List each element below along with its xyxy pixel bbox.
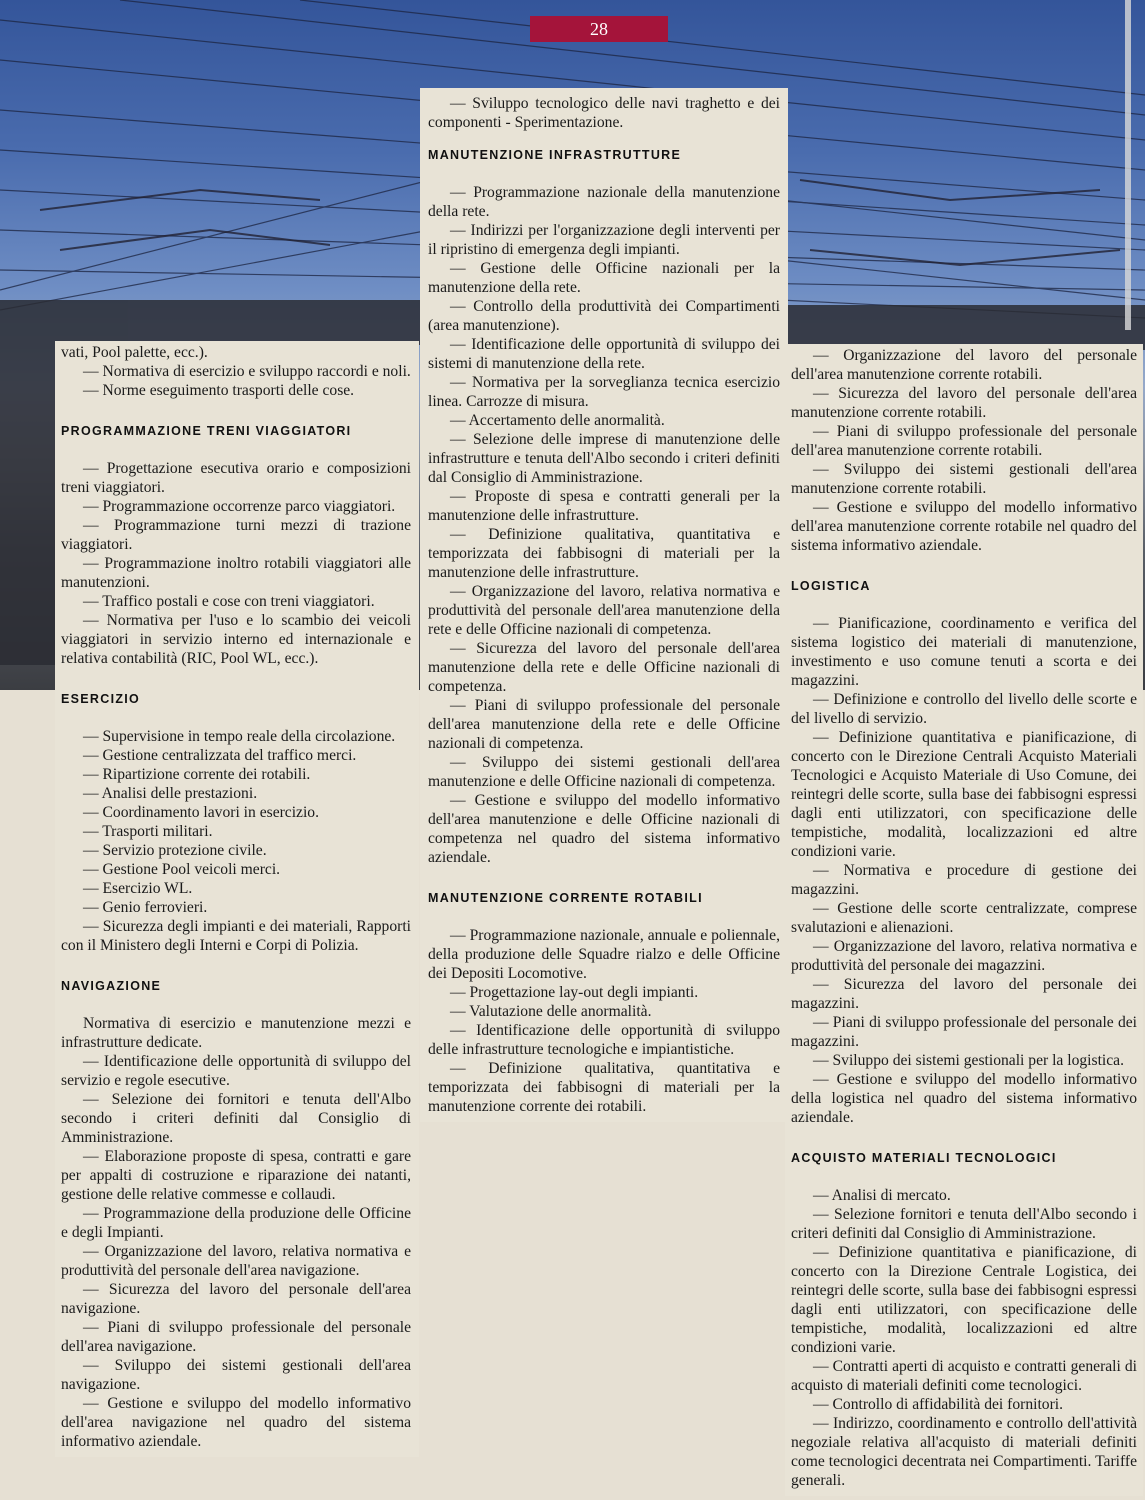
paragraph: — Norme eseguimento trasporti delle cose. [83,382,355,399]
paragraph: — Gestione e sviluppo del modello informativo della logistica nel quadro del sistema informativo aziendale. [791,1071,1137,1126]
paragraph: — Genio ferrovieri. [83,899,208,916]
paragraph: — Gestione e sviluppo del modello informativo dell'area manutenzione e delle Officine nazionali di competenza nel quadro del sistema informativo aziendale. [428,792,780,866]
paragraph: — Organizzazione del lavoro, relativa normativa e produttività del personale dell'area navigazione. [61,1243,411,1279]
paragraph: — Contratti aperti di acquisto e contratti generali di acquisto di materiali definiti come tecnologici. [791,1358,1137,1394]
paragraph: — Gestione delle scorte centralizzate, comprese svalutazioni e alienazioni. [791,900,1137,936]
paragraph: — Selezione dei fornitori e tenuta dell'Albo secondo i criteri definiti dal Consiglio di Amministrazione. [61,1091,411,1146]
paragraph: — Sicurezza del lavoro del personale dell'area manutenzione corrente rotabili. [791,385,1137,421]
paragraph: — Esercizio WL. [83,880,193,897]
section-heading-manutenzione-corrente-rotabili: MANUTENZIONE CORRENTE ROTABILI [428,891,703,905]
paragraph: — Piani di sviluppo professionale del personale dell'area navigazione. [61,1319,411,1355]
paragraph: — Progettazione lay-out degli impianti. [450,984,699,1001]
paragraph: — Analisi delle prestazioni. [83,785,258,802]
paragraph: — Progettazione esecutiva orario e composizioni treni viaggiatori. [61,460,411,496]
paragraph: — Traffico postali e cose con treni viaggiatori. [83,593,375,610]
section-heading-esercizio: ESERCIZIO [61,692,141,706]
paragraph: — Sicurezza del lavoro del personale dei magazzini. [791,976,1137,1012]
paragraph: — Definizione qualitativa, quantitativa e temporizzata dei fabbisogni di materiali per la manutenzione delle infrastrutture. [428,526,780,581]
paragraph: — Sviluppo dei sistemi gestionali per la logistica. [813,1052,1124,1069]
paragraph: — Programmazione occorrenze parco viaggiatori. [83,498,396,515]
paragraph: — Sicurezza del lavoro del personale dell'area manutenzione della rete e delle Officine nazionali di competenza. [428,640,780,695]
paragraph: — Organizzazione del lavoro del personale dell'area manutenzione corrente rotabili. [791,347,1137,383]
paragraph: — Indirizzi per l'organizzazione degli interventi per il ripristino di emergenza degli impianti. [428,222,780,258]
paragraph: — Normativa per la sorveglianza tecnica esercizio linea. Carrozze di misura. [428,374,780,410]
paragraph: — Normativa e procedure di gestione dei magazzini. [791,862,1137,898]
paragraph: — Organizzazione del lavoro, relativa normativa e produttività del personale dell'area manutenzione della rete e delle Officine nazionali di competenza. [428,583,780,638]
paragraph: — Piani di sviluppo professionale del personale dell'area manutenzione corrente rotabili. [791,423,1137,459]
paragraph: — Definizione qualitativa, quantitativa e temporizzata dei fabbisogni di materiali per la manutenzione corrente dei rotabili. [428,1060,780,1115]
paragraph: — Trasporti militari. [83,823,213,840]
paragraph: vati, Pool palette, ecc.). [61,344,208,361]
paragraph: — Identificazione delle opportunità di sviluppo delle infrastrutture tecnologiche e impiantistiche. [428,1022,780,1058]
paragraph: — Programmazione nazionale, annuale e poliennale, della produzione delle Squadre rialzo e delle Officine dei Depositi Locomotive. [428,927,780,982]
right-column [785,344,1143,1496]
left-column [55,341,419,1457]
paragraph: — Definizione e controllo del livello delle scorte e del livello di servizio. [791,691,1137,727]
paragraph: — Gestione e sviluppo del modello informativo dell'area navigazione nel quadro del sistema informativo aziendale. [61,1395,411,1450]
paragraph: — Analisi di mercato. [813,1187,951,1204]
section-heading-programmazione-treni-viaggiatori: PROGRAMMAZIONE TRENI VIAGGIATORI [61,424,352,438]
paragraph: — Indirizzo, coordinamento e controllo dell'attività negoziale relativa all'acquisto di materiali definiti come tecnologici decentrata nei Compartimenti. Tariffe generali. [791,1415,1137,1489]
paragraph: — Piani di sviluppo professionale del personale dei magazzini. [791,1014,1137,1050]
paragraph: — Definizione quantitativa e pianificazione, di concerto con le Direzione Centrali Acquisto Materiali Tecnologici e Acquisto Materiale di Uso Comune, dei reintegri delle scorte, sulla base dei fabbisogni espressi dagli enti utilizzatori, con specificazione delle tempistiche, modalità, localizzazioni ed altre condizioni varie. [791,729,1137,860]
paragraph: — Sviluppo dei sistemi gestionali dell'area navigazione. [61,1357,411,1393]
paragraph: — Controllo della produttività dei Compartimenti (area manutenzione). [428,298,780,334]
paragraph: — Identificazione delle opportunità di sviluppo del servizio e regole esecutive. [61,1053,411,1089]
paragraph: — Sviluppo dei sistemi gestionali dell'area manutenzione corrente rotabili. [791,461,1137,497]
section-heading-navigazione: NAVIGAZIONE [61,979,162,993]
paragraph: — Normativa di esercizio e sviluppo raccordi e noli. [83,363,411,380]
paragraph: — Piani di sviluppo professionale del personale dell'area manutenzione della rete e delle Officine nazionali di competenza. [428,697,780,752]
paragraph: Normativa di esercizio e manutenzione mezzi e infrastrutture dedicate. [61,1015,411,1051]
paragraph: — Definizione quantitativa e pianificazione, di concerto con la Direzione Centrale Logistica, dei reintegri delle scorte, sulla base dei fabbisogni espressi dagli enti utilizzatori, con specificazione delle tempistiche, modalità, localizzazioni ed altre condizioni varie. [791,1244,1137,1356]
paragraph: — Gestione centralizzata del traffico merci. [83,747,357,764]
paragraph: — Coordinamento lavori in esercizio. [83,804,320,821]
section-heading-logistica: LOGISTICA [791,579,871,593]
middle-column [420,88,788,1122]
paragraph: — Programmazione nazionale della manutenzione della rete. [428,184,780,220]
paragraph: — Programmazione della produzione delle Officine e degli Impianti. [61,1205,411,1241]
paragraph: — Programmazione inoltro rotabili viaggiatori alle manutenzioni. [61,555,411,591]
paragraph: — Controllo di affidabilità dei fornitori. [813,1396,1064,1413]
paragraph: — Proposte di spesa e contratti generali per la manutenzione delle infrastrutture. [428,488,780,524]
paragraph: — Selezione delle imprese di manutenzione delle infrastrutture e tenuta dell'Albo secondo i criteri definiti dal Consiglio di Amministrazione. [428,431,780,486]
paragraph: — Elaborazione proposte di spesa, contratti e gare per appalti di costruzione e riparazione dei natanti, gestione delle relative commesse e collaudi. [61,1148,411,1203]
paragraph: — Selezione fornitori e tenuta dell'Albo secondo i criteri definiti dal Consiglio di Amministrazione. [791,1206,1137,1242]
paragraph: — Sicurezza degli impianti e dei materiali, Rapporti con il Ministero degli Interni e Corpi di Polizia. [61,918,411,954]
paragraph: — Sicurezza del lavoro del personale dell'area navigazione. [61,1281,411,1317]
paragraph: — Identificazione delle opportunità di sviluppo dei sistemi di manutenzione della rete. [428,336,780,372]
paragraph: — Accertamento delle anormalità. [450,412,665,429]
paragraph: — Normativa per l'uso e lo scambio dei veicoli viaggiatori in servizio interno ed internazionale e relativa contabilità (RIC, Pool WL, ecc.). [61,612,411,667]
section-heading-manutenzione-infrastrutture: MANUTENZIONE INFRASTRUTTURE [428,148,682,162]
paragraph: — Ripartizione corrente dei rotabili. [83,766,311,783]
paragraph: — Valutazione delle anormalità. [450,1003,652,1020]
page-number: 28 [530,16,668,42]
paragraph: — Servizio protezione civile. [83,842,267,859]
paragraph: — Programmazione turni mezzi di trazione viaggiatori. [61,517,411,553]
paragraph: — Sviluppo dei sistemi gestionali dell'area manutenzione e delle Officine nazionali di competenza. [428,754,780,790]
paragraph: — Pianificazione, coordinamento e verifica del sistema logistico dei materiali di manutenzione, investimento e uso comune tenuti a scorta e dei magazzini. [791,615,1137,689]
paragraph: — Gestione delle Officine nazionali per la manutenzione della rete. [428,260,780,296]
paragraph: — Sviluppo tecnologico delle navi traghetto e dei componenti - Sperimentazione. [428,95,780,131]
paragraph: — Organizzazione del lavoro, relativa normativa e produttività del personale dei magazzini. [791,938,1137,974]
paragraph: — Supervisione in tempo reale della circolazione. [83,728,396,745]
section-heading-acquisto-materiali-tecnologici: ACQUISTO MATERIALI TECNOLOGICI [791,1151,1057,1165]
paragraph: — Gestione e sviluppo del modello informativo dell'area manutenzione corrente rotabile nel quadro del sistema informativo aziendale. [791,499,1137,554]
paragraph: — Gestione Pool veicoli merci. [83,861,281,878]
